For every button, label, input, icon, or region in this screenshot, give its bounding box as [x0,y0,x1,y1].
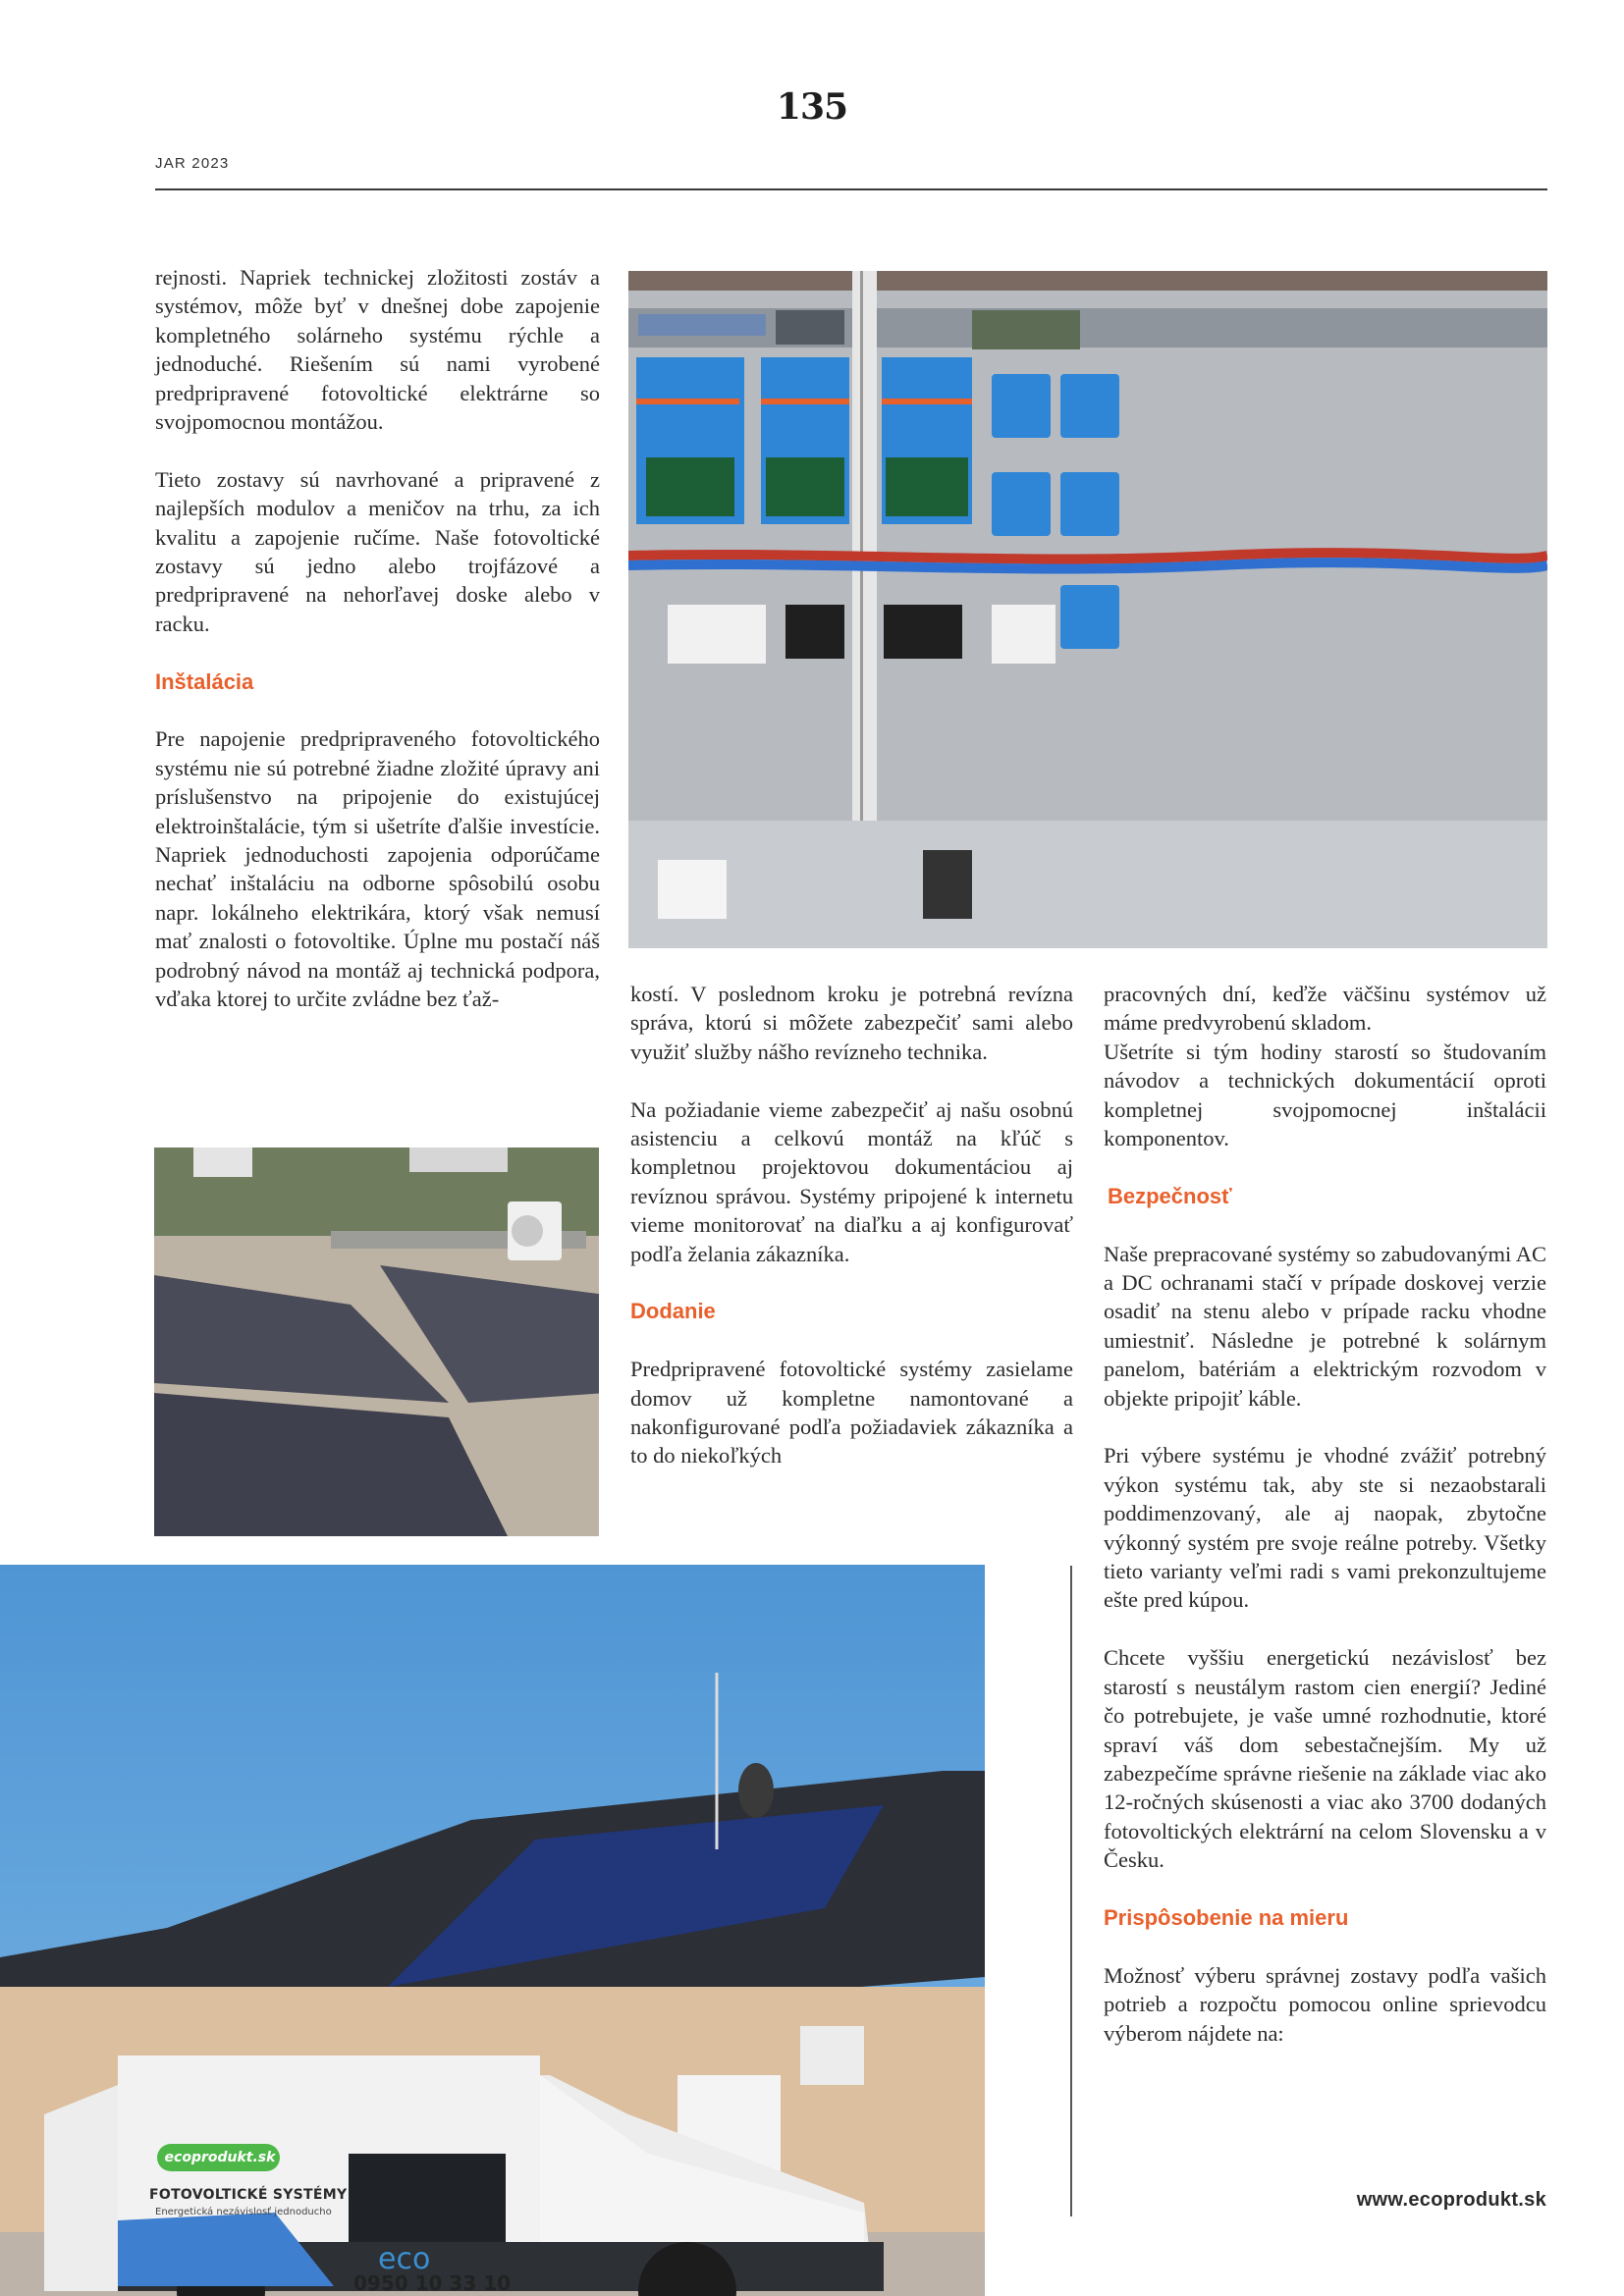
inverter-3 [882,357,972,524]
cabinet-illustration [628,271,1547,948]
paragraph: Chcete vyššiu energetickú nezávislosť bez starostí s neustálym rastom cien energií? Jediné čo potrebujete, je vaše umné rozhodnutie, ktoré spraví váš dom sebestačnejším. My už zabezpečíme správne riešenie na základe viac ako 12-ročných skúsenosti a viac ako 3700 dodaných fotovoltických elektrární na celom Slovensku a v Česku. [1104,1645,1546,1873]
article-column-left [155,263,600,1042]
photo-electrical-cabinet [628,271,1547,948]
section-heading: Inštalácia [155,668,254,694]
photo-service-van [0,1565,985,2296]
van-title: FOTOVOLTICKÉ SYSTÉMY [149,2187,348,2203]
paragraph: Tieto zostavy sú navrhované a pripravené z najlepších modulov a meničov na trhu, za ich kvalitu a zapojenie ručíme. Naše fotovoltické zostavy sú jedno alebo trojfázové a predpripravené na nehorľavej doske alebo v racku. [155,466,600,636]
van-badge: ecoprodukt.sk [164,2150,276,2165]
section-heading: Prispôsobenie na mieru [1104,1904,1349,1930]
page-number: 135 [776,86,848,128]
article-column-middle [630,980,1073,1499]
paragraph: pracovných dní, keďže väčšinu systémov už máme predvyrobenú skladom. [1104,982,1546,1036]
section-heading: Bezpečnosť [1108,1183,1232,1208]
paragraph: rejnosti. Napriek technickej zložitosti zostáv a systémov, môže byť v dnešnej dobe zapojenie kompletného solárneho systému rýchle a jednoduché. Riešením sú nami vyrobené predpripravené fotovoltické elektrárne so svojpomocnou montážou. [155,265,600,435]
issue-label: JAR 2023 [155,155,230,172]
van-eco-logo: eco [378,2242,431,2276]
article-column-right [1104,980,1546,2076]
paragraph: kostí. V poslednom kroku je potrebná revízna správa, ktorú si môžete zabezpečiť sami alebo využiť služby nášho revízneho technika. [630,982,1073,1064]
paragraph: Možnosť výberu správnej zostavy podľa vašich potrieb a rozpočtu pomocou online sprievodcu výberom nájdete na: [1104,1962,1546,2046]
paragraph: Naše prepracované systémy so zabudovanými AC a DC ochranami stačí v prípade doskovej verzie osadiť na stenu alebo v prípade racku vhodne umiestniť. Následne je potrebné k solárnym panelom, batériám a elektrickým rozvodom v objekte pripojiť káble. [1104,1241,1546,1411]
paragraph: Pri výbere systému je vhodné zvážiť potrebný výkon systému tak, aby ste si nezaobstarali poddimenzovaný, ale aj naopak, zbytočne výkonný systém pre svoje reálne potreby. Všetky tieto varianty veľmi radi s vami prekonzultujeme ešte pred kúpou. [1104,1443,1546,1613]
van-phone: 0950 10 33 10 [353,2271,512,2295]
inverter-1 [636,357,744,524]
website-link[interactable]: www.ecoprodukt.sk [1356,2189,1546,2211]
header-divider [155,188,1547,190]
van-scene-illustration [0,1565,985,2296]
inverter-2 [761,357,849,524]
photo-roof-solar-panels [154,1148,599,1536]
roof-illustration [154,1148,599,1536]
van-tagline: Energetická nezávislosť jednoducho [155,2207,332,2217]
paragraph: Predpripravené fotovoltické systémy zasielame domov už kompletne namontované a nakonfigurované podľa požiadaviek zákazníka a to do niekoľkých [630,1357,1073,1468]
paragraph: Pre napojenie predpripraveného fotovoltického systému nie sú potrebné žiadne zložité úpravy ani príslušenstvo na pripojenie do existujúcej elektroinštalácie, tým si ušetríte ďalšie investície. Napriek jednoduchosti zapojenia odporúčame nechať inštaláciu na odborne spôsobilú osobu napr. lokálneho elektrikára, ktorý však nemusí mať znalosti o fotovoltike. Úplne mu postačí náš podrobný návod na montáž aj technická podpora, vďaka ktorej to určite zvládne bez ťaž- [155,726,600,1012]
paragraph: Na požiadanie vieme zabezpečiť aj našu osobnú asistenciu a celkovú montáž na kľúč s kompletnou projektovou dokumentáciou aj revíznou správou. Systémy pripojené k internetu vieme monitorovať na diaľku a aj konfigurovať podľa želania zákazníka. [630,1096,1073,1266]
column-divider [1070,1566,1072,2216]
paragraph: Ušetríte si tým hodiny starostí so študovaním návodov a technických dokumentácií oproti kompletnej svojpomocnej inštalácii komponentov. [1104,1039,1546,1151]
section-heading: Dodanie [630,1299,716,1324]
